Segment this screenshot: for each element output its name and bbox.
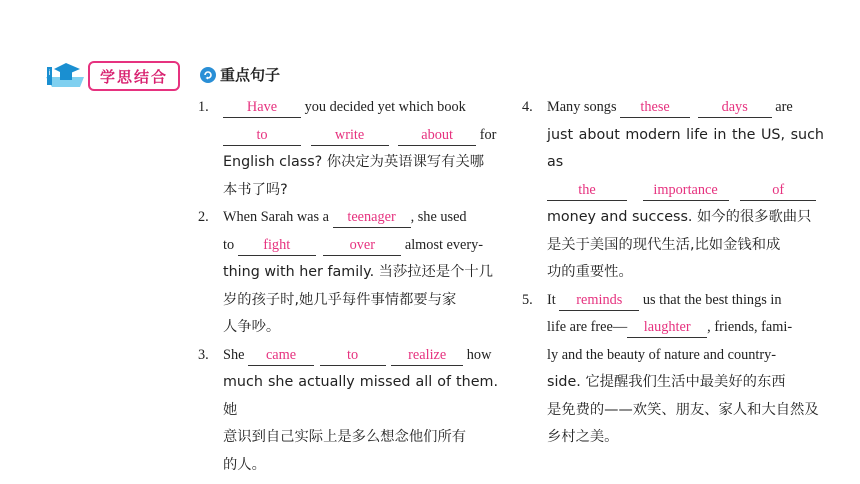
translation-text: 本书了吗?	[223, 181, 288, 198]
sentence-text: are	[775, 99, 793, 115]
book-icon	[40, 59, 88, 93]
answer-blank: write	[311, 125, 389, 146]
sentence-text: just about modern life in the US, such as	[547, 126, 824, 170]
answer-blank: over	[323, 235, 401, 256]
answer-blank: came	[248, 345, 314, 366]
translation-text: 的人。	[223, 456, 266, 473]
translation-text: 是关于美国的现代生活,比如金钱和成	[547, 236, 781, 253]
section-title: 重点句子	[220, 66, 281, 84]
item-number: 2.	[198, 209, 209, 225]
sentence-text: ly and the beauty of nature and country-	[547, 346, 777, 363]
sentence-text: English class? 你决定为英语课写有关哪	[223, 154, 485, 170]
translation-text: 功的重要性。	[547, 264, 633, 280]
sentence-text: to	[223, 236, 235, 253]
answer-blank: the	[547, 180, 627, 201]
right-column	[522, 94, 824, 452]
translation-text: 乡村之美。	[547, 429, 619, 445]
answer-blank: fight	[238, 235, 316, 256]
answer-blank: realize	[391, 345, 463, 366]
item-number: 5.	[522, 291, 533, 308]
svg-text:i: i	[48, 69, 51, 77]
sentence-text: It	[547, 291, 556, 308]
answer-blank: about	[398, 125, 476, 146]
sentence-text: When Sarah was a	[223, 209, 329, 225]
translation-text: 意识到自己实际上是多么想念他们所有	[223, 429, 467, 445]
sentence-text: us that the best things in	[642, 291, 782, 308]
sentence-item-4	[522, 94, 824, 287]
item-number: 3.	[198, 346, 209, 363]
translation-text: 是免费的——欢笑、朋友、家人和大自然及	[547, 401, 819, 418]
sentence-text: She	[223, 346, 245, 363]
answer-blank: of	[740, 180, 816, 201]
sentence-text: life are free—	[547, 319, 628, 335]
sentence-item-3	[198, 342, 498, 480]
left-column	[198, 94, 498, 479]
sentence-text: side. 它提醒我们生活中最美好的东西	[547, 374, 786, 390]
answer-blank: teenager	[333, 207, 411, 228]
translation-text: 人争吵。	[223, 319, 281, 335]
translation-text: 岁的孩子时,她几乎每件事情都要与家	[223, 291, 457, 308]
sentence-item-1	[198, 94, 498, 204]
answer-blank: reminds	[559, 290, 639, 311]
sentence-text: how	[466, 346, 492, 363]
sentence-text: you decided yet which book	[304, 99, 466, 115]
sentence-text: Many songs	[547, 99, 617, 115]
answer-blank: importance	[643, 180, 729, 201]
section-heading	[200, 64, 280, 85]
item-number: 4.	[522, 99, 533, 115]
sentence-item-2	[198, 204, 498, 342]
sentence-text: almost every-	[404, 236, 484, 253]
refresh-icon	[200, 67, 216, 83]
answer-blank: to	[223, 125, 301, 146]
sentence-text: thing with her family. 当莎拉还是个十几	[223, 264, 494, 280]
answer-blank: these	[620, 97, 690, 118]
sentence-text: for	[479, 126, 497, 143]
sentence-text: much she actually missed all of them. 她	[223, 374, 498, 418]
sentence-text: , friends, fami-	[707, 319, 793, 335]
sentence-item-5	[522, 287, 824, 452]
item-number: 1.	[198, 99, 209, 115]
answer-blank: days	[698, 97, 772, 118]
answer-blank: laughter	[627, 317, 707, 338]
header	[40, 58, 180, 94]
section-badge: 学思结合	[88, 61, 180, 91]
answer-blank: to	[320, 345, 386, 366]
sentence-text: money and success. 如今的很多歌曲只	[547, 209, 812, 225]
answer-blank: Have	[223, 97, 301, 118]
sentence-text: , she used	[410, 209, 467, 225]
